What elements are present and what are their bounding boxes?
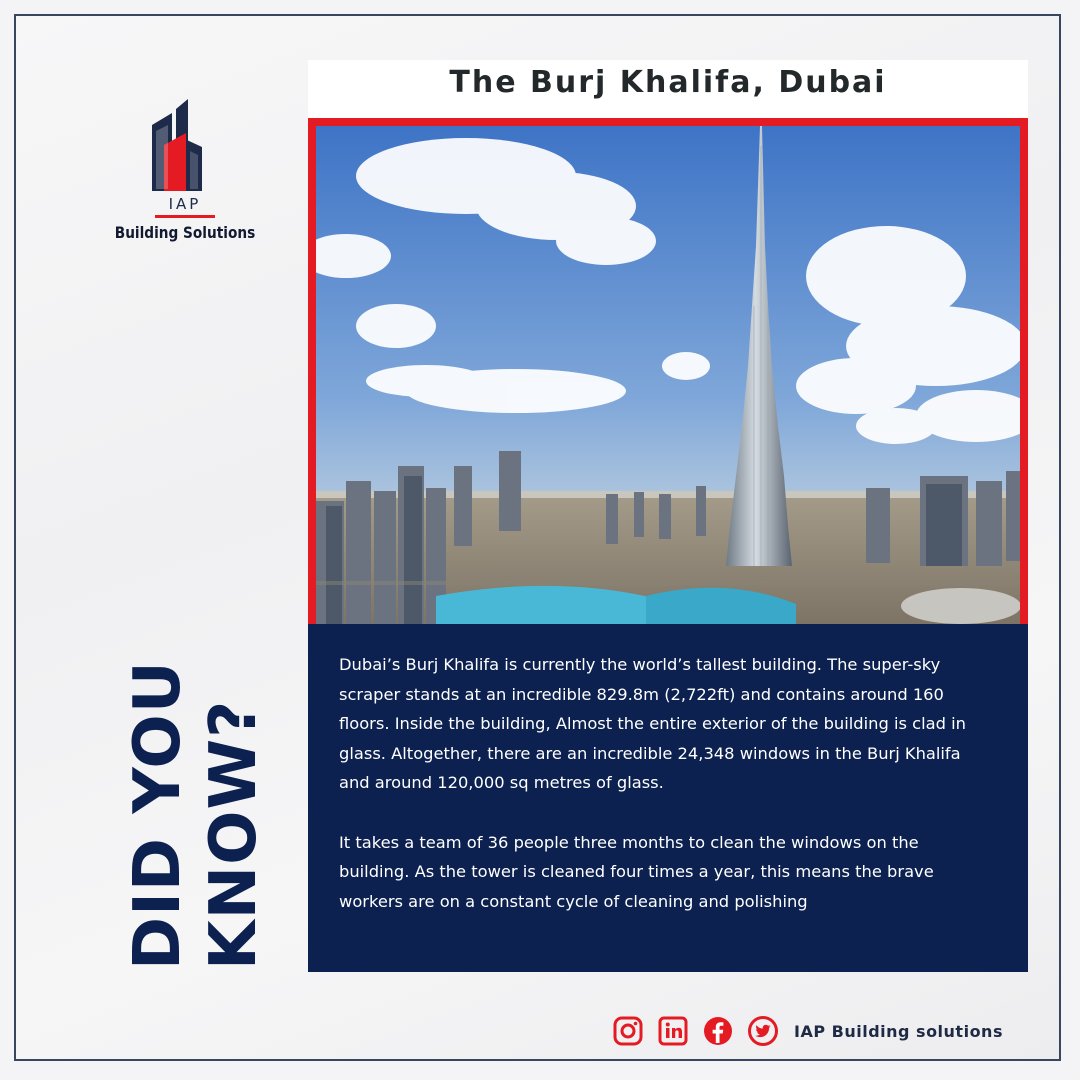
linkedin-icon[interactable]: [657, 1015, 689, 1047]
social-footer: [612, 1013, 1003, 1049]
footer-brand-name: IAP Building solutions: [794, 1021, 1003, 1041]
building-logo-icon: [150, 95, 210, 193]
twitter-icon[interactable]: [747, 1015, 779, 1047]
fact-paragraph-2: It takes a team of 36 people three months to clean the windows on the building. As the tower is cleaned four times a year, this means the brave workers are on a constant cycle of cleaning and polishing: [339, 832, 934, 911]
logo-acronym: IAP: [168, 195, 202, 213]
company-logo[interactable]: [100, 95, 270, 255]
heading-line-1: DID YOU: [121, 660, 195, 970]
page-title: The Burj Khalifa, Dubai: [449, 65, 887, 100]
heading-line-2: KNOW?: [197, 699, 271, 970]
fact-text-panel: [308, 624, 1028, 972]
did-you-know-heading: [120, 660, 272, 970]
title-bar: [308, 60, 1028, 120]
burj-khalifa-photo: [316, 126, 1020, 624]
fact-paragraph-1: Dubai’s Burj Khalifa is currently the world’s tallest building. The super-sky scraper stands at an incredible 829.8m (2,722ft) and contains around 160 floors. Inside the building, Almost the entire exterior of the building is clad in glass. Altogether, there are an incredible 24,348 windows in the Burj Khalifa and around 120,000 sq metres of glass.: [339, 655, 966, 792]
photo-frame: [308, 118, 1028, 624]
facebook-icon[interactable]: [702, 1015, 734, 1047]
logo-company-name: Building Solutions: [114, 223, 256, 242]
instagram-icon[interactable]: [612, 1015, 644, 1047]
logo-underline: [155, 215, 215, 218]
